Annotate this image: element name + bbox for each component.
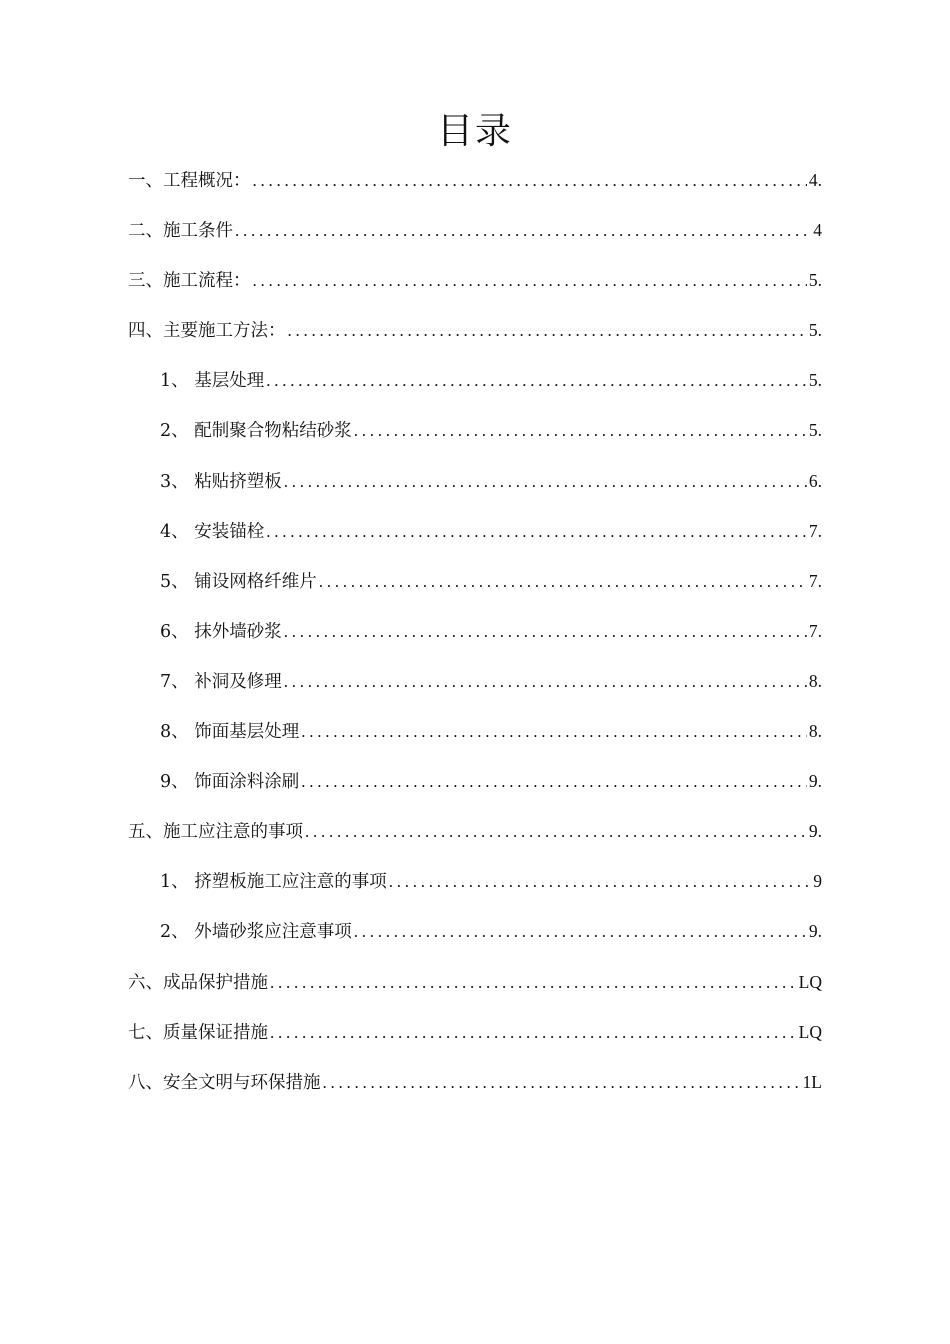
toc-entry-page: 5.: [808, 270, 822, 291]
toc-entry-page: 5.: [808, 370, 822, 391]
toc-entry-label: 2、 外墙砂浆应注意事项: [160, 922, 352, 943]
toc-entry-label: 9、 饰面涂料涂刷: [160, 772, 300, 793]
toc-entry-page: 4.: [808, 170, 822, 190]
toc-subentry: [128, 569, 822, 619]
toc-subentry: [128, 418, 822, 468]
toc-entry-label: 七、质量保证措施: [128, 1022, 268, 1043]
toc-entry-label: 六、成品保护措施: [128, 972, 268, 993]
toc-entry-page: 9.: [808, 921, 822, 942]
toc-entry: [128, 819, 822, 869]
toc-entry-label: 1、 挤塑板施工应注意的事项: [160, 872, 387, 893]
toc-entry: [128, 168, 822, 218]
toc-entry-page: 4: [813, 220, 822, 241]
toc-entry-label: 1、 基层处理: [160, 371, 265, 392]
toc-entry-page: 8.: [808, 721, 822, 742]
dot-leader: [253, 169, 807, 193]
toc-entry-page: 7.: [808, 620, 822, 641]
toc-subentry: [128, 469, 822, 519]
toc-entry-page: LQ: [798, 1021, 822, 1042]
dot-leader: [284, 470, 807, 494]
toc-entry-page: 7.: [808, 520, 822, 541]
dot-leader: [253, 269, 807, 293]
dot-leader: [266, 369, 807, 393]
toc-entry-label: 一、工程概况：: [128, 171, 251, 191]
dot-leader: [323, 1071, 801, 1095]
toc-entry-page: 1L: [802, 1071, 822, 1092]
toc-entry: [128, 970, 822, 1020]
toc-entry-page: 8.: [808, 670, 822, 691]
dot-leader: [354, 920, 807, 944]
dot-leader: [305, 820, 807, 844]
toc-entry-label: 6、 抹外墙砂浆: [160, 621, 282, 642]
toc-entry-page: 9.: [808, 771, 822, 792]
dot-leader: [389, 870, 812, 894]
toc-subentry: [128, 669, 822, 719]
toc-entry: [128, 268, 822, 318]
toc-entry-label: 3、 粘贴挤塑板: [160, 471, 282, 492]
toc-entry-page: 5.: [808, 420, 822, 441]
dot-leader: [319, 570, 807, 594]
toc-entry-label: 2、 配制聚合物粘结砂浆: [160, 421, 352, 442]
dot-leader: [284, 670, 807, 694]
dot-leader: [288, 319, 807, 343]
toc-subentry: [128, 619, 822, 669]
dot-leader: [270, 1021, 797, 1045]
toc-entry-label: 5、 铺设网格纤维片: [160, 571, 317, 592]
toc-entry-label: 四、主要施工方法：: [128, 321, 286, 342]
toc-entry-label: 三、施工流程：: [128, 271, 251, 292]
toc-entry: [128, 218, 822, 268]
dot-leader: [266, 520, 807, 544]
toc-entry-label: 二、施工条件: [128, 221, 233, 242]
toc-entry-label: 五、施工应注意的事项: [128, 822, 303, 843]
dot-leader: [354, 419, 807, 443]
toc-subentry: [128, 919, 822, 969]
toc-entry-label: 7、 补洞及修理: [160, 671, 282, 692]
toc-entry-label: 4、 安装锚栓: [160, 521, 265, 542]
toc-entry-page: LQ: [798, 971, 822, 992]
toc-entry-page: 6.: [808, 470, 822, 491]
dot-leader: [301, 770, 807, 794]
toc-entry-label: 8、 饰面基层处理: [160, 722, 300, 743]
toc-entry: [128, 1070, 822, 1120]
toc-entry-page: 9.: [808, 821, 822, 842]
toc-entry-page: 7.: [808, 570, 822, 591]
toc-entry-page: 9: [813, 871, 822, 892]
dot-leader: [284, 620, 807, 644]
toc-title: 目录: [436, 111, 513, 152]
toc-entry-page: 5.: [808, 320, 822, 341]
toc-subentry: [128, 519, 822, 569]
toc-subentry: [128, 769, 822, 819]
dot-leader: [235, 219, 811, 243]
toc-entry: [128, 318, 822, 368]
toc-subentry: [128, 869, 822, 919]
toc-entry: [128, 1020, 822, 1070]
dot-leader: [301, 720, 807, 744]
dot-leader: [270, 971, 797, 995]
toc-subentry: [128, 719, 822, 769]
toc-entry-label: 八、安全文明与环保措施: [128, 1072, 321, 1093]
toc-subentry: [128, 368, 822, 418]
toc-list: [128, 168, 822, 1120]
